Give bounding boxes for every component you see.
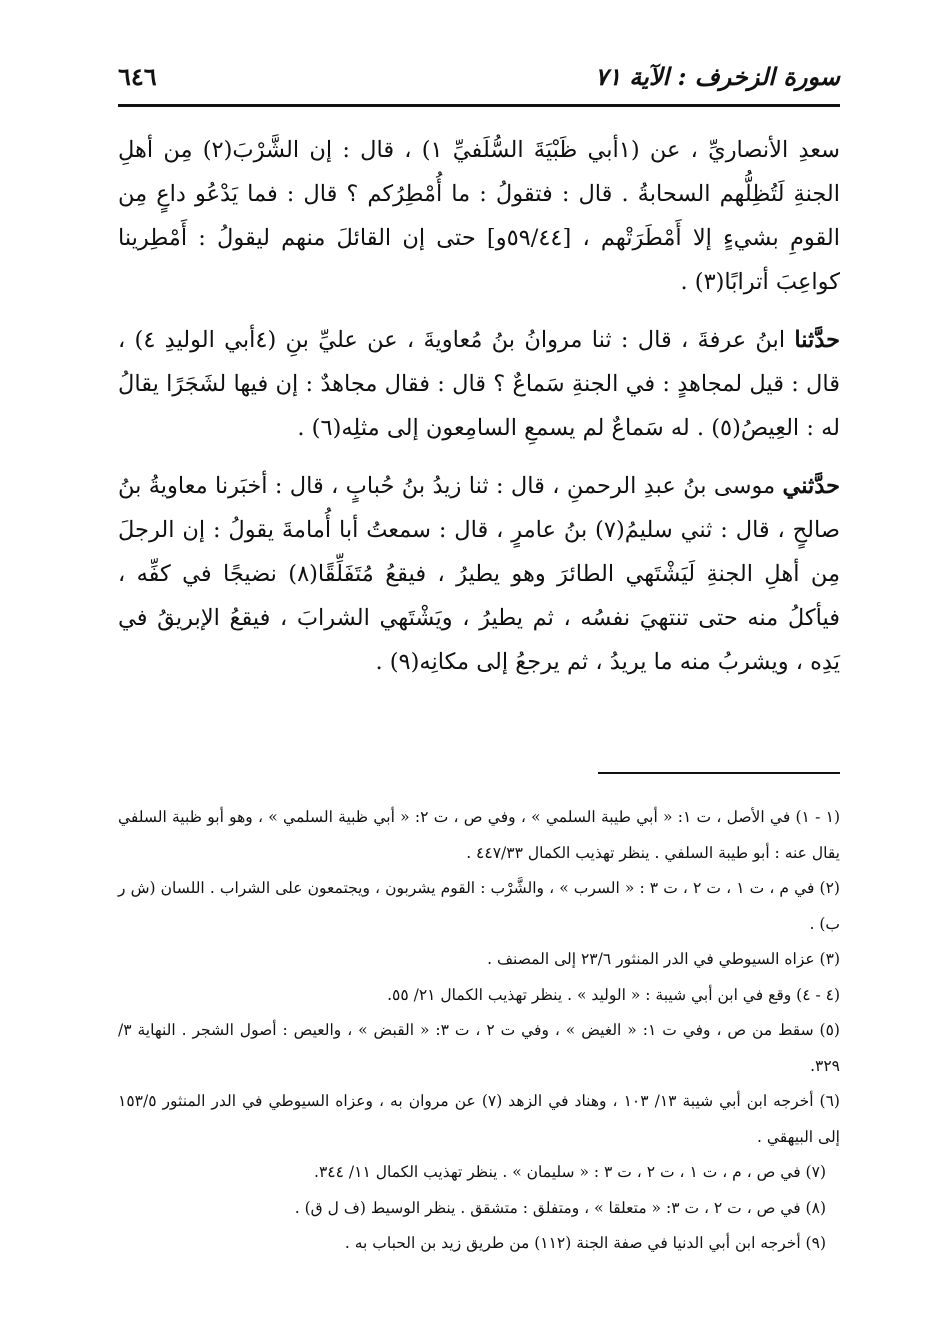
page-number: ٦٤٦ [118,61,157,91]
header-rule [118,104,840,107]
footnote: (٤ - ٤) وقع في ابن أبي شيبة : « الوليد » . ينظر تهذيب الكمال ٢١/ ٥٥. [387,985,840,1004]
paragraph-2 [118,318,840,450]
page-header [118,58,840,94]
isnad-lead: حدَّثني [782,473,840,499]
main-text [118,128,840,698]
footnote: (١ - ١) في الأصل ، ت ١: « أبي طيبة السلمي » ، وفي ص ، ت ٢: « أبي ظبية السلمي » ، وهو أبو ظبية السلفي يقال عنه : أبو طيبة السلفي . ينظر تهذيب الكمال ٤٤٧/٣٣ . [118,808,840,862]
paragraph-3 [118,464,840,684]
footnote: (٥) سقط من ص ، وفي ت ١: « الغيض » ، وفي ت ٢ ، ت ٣: « القبض » ، والعيص : أصول الشجر . النهاية ٣/ ٣٢٩. [118,1021,840,1075]
footnote: (٩) أخرجه ابن أبي الدنيا في صفة الجنة (١١٢) من طريق زيد بن الحباب به . [344,1234,826,1252]
paragraph-text: موسى بنُ عبدِ الرحمنِ ، قال : ثنا زيدُ بنُ حُبابٍ ، قال : أخبَرنا معاويةُ بنُ صالحٍ ، قال : ثني سليمُ(٧) بنُ عامرٍ ، قال : سمعتُ أبا أُمامةَ يقولُ : إن الرجلَ مِن أهلِ الجنةِ لَيَشْتَهي الطائرَ وهو يطيرُ ، فيقعُ مُتَفَلِّقًا(٨) نضيجًا في كفِّه ، فيأكلُ منه حتى تنتهيَ نفسُه ، ثم يطيرُ ، ويَشْتَهي الشرابَ ، فيقعُ الإبريقُ في يَدِه ، ويشربُ منه ما يريدُ ، ثم يرجعُ إلى مكانِه(٩) . [118,473,840,675]
footnote: (٦) أخرجه ابن أبي شيبة ١٣/ ١٠٣ ، وهناد في الزهد (٧) عن مروان به ، وعزاه السيوطي في الدر المنثور ١٥٣/٥ إلى البيهقي . [118,1092,840,1146]
running-head: سورة الزخرف : الآية ٧١ [595,61,840,91]
footnote: (٣) عزاه السيوطي في الدر المنثور ٢٣/٦ إلى المصنف . [487,950,840,968]
footnote: (٨) في ص ، ت ٢ ، ت ٣: « متعلقا » ، ومتفلق : متشقق . ينظر الوسيط (ف ل ق) . [294,1198,826,1217]
isnad-lead: حدَّثنا [794,327,840,353]
footnote-rule [598,772,840,774]
footnotes [118,800,840,1262]
footnote: (٧) في ص ، م ، ت ١ ، ت ٢ ، ت ٣ : « سليمان » . ينظر تهذيب الكمال ١١/ ٣٤٤. [314,1163,826,1181]
footnote: (٢) في م ، ت ١ ، ت ٢ ، ت ٣ : « السرب » ، والشَّرْب : القوم يشربون ، ويجتمعون على الشراب . اللسان (ش ر ب) . [118,879,840,933]
paragraph-text: سعدِ الأنصاريِّ ، عن (١أبي ظَبْيَةَ السُّلَفيِّ ١) ، قال : إن الشَّرْبَ(٢) مِن أهلِ الجنةِ لَتُظِلُّهم السحابةُ . قال : فتقولُ : ما أُمْطِرُكم ؟ قال : فما يَدْعُو داعٍ مِن القومِ بشيءٍ إلا أَمْطَرَتْهم ، [٥٩/٤٤و] حتى إن القائلَ منهم ليقولُ : أَمْطِرينا كواعِبَ أترابًا(٣) . [118,137,840,295]
paragraph-1 [118,128,840,304]
paragraph-text: ابنُ عرفةَ ، قال : ثنا مروانُ بنُ مُعاويةَ ، عن عليِّ بنِ (٤أبي الوليدِ ٤) ، قال : قيل لمجاهدٍ : في الجنةِ سَماعٌ ؟ قال : فقال مجاهدٌ : إن فيها لشَجَرًا يقالُ له : العِيصُ(٥) . له سَماعٌ لم يسمعِ السامِعون إلى مثلِه(٦) . [118,327,840,441]
